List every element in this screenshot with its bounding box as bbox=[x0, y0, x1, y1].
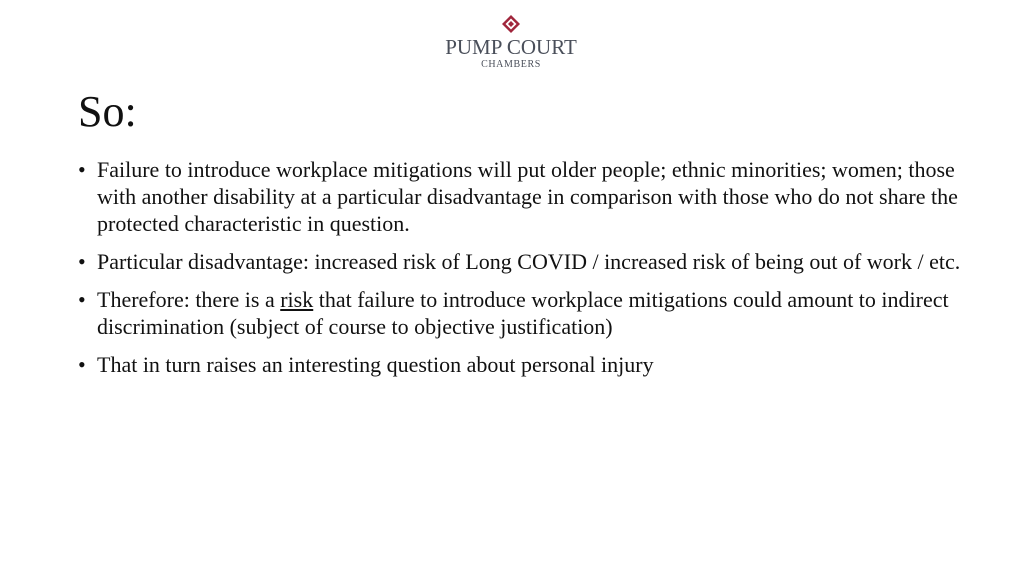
bullet-item bbox=[78, 156, 978, 237]
bullet-text: Failure to introduce workplace mitigations will put older people; ethnic minorities; women; those with another disability at a particular disadvantage in comparison with those who do not share the protected characteristic in question. bbox=[97, 157, 958, 236]
bullet-text-before: Therefore: there is a bbox=[97, 287, 281, 312]
bullet-item bbox=[78, 351, 978, 378]
bullet-text-after: that failure to introduce workplace mitigations could amount to indirect discrimination (subject of course to objective justification) bbox=[97, 287, 949, 339]
bullet-item bbox=[78, 248, 978, 275]
bullet-list bbox=[78, 156, 978, 389]
bullet-item bbox=[78, 286, 978, 340]
diamond-logo-icon bbox=[501, 14, 521, 34]
bullet-dot-icon: • bbox=[78, 287, 86, 312]
bullet-text: Particular disadvantage: increased risk of Long COVID / increased risk of being out of work / etc. bbox=[97, 249, 961, 274]
slide-title: So: bbox=[78, 87, 137, 136]
bullet-dot-icon: • bbox=[78, 157, 86, 182]
bullet-dot-icon: • bbox=[78, 249, 86, 274]
logo-name: PUMP COURT bbox=[445, 35, 577, 59]
underlined-risk-word: risk bbox=[280, 287, 314, 312]
pump-court-logo bbox=[436, 14, 586, 71]
bullet-dot-icon: • bbox=[78, 352, 86, 377]
logo-subtitle: CHAMBERS bbox=[481, 59, 541, 70]
bullet-text: That in turn raises an interesting question about personal injury bbox=[97, 352, 654, 377]
